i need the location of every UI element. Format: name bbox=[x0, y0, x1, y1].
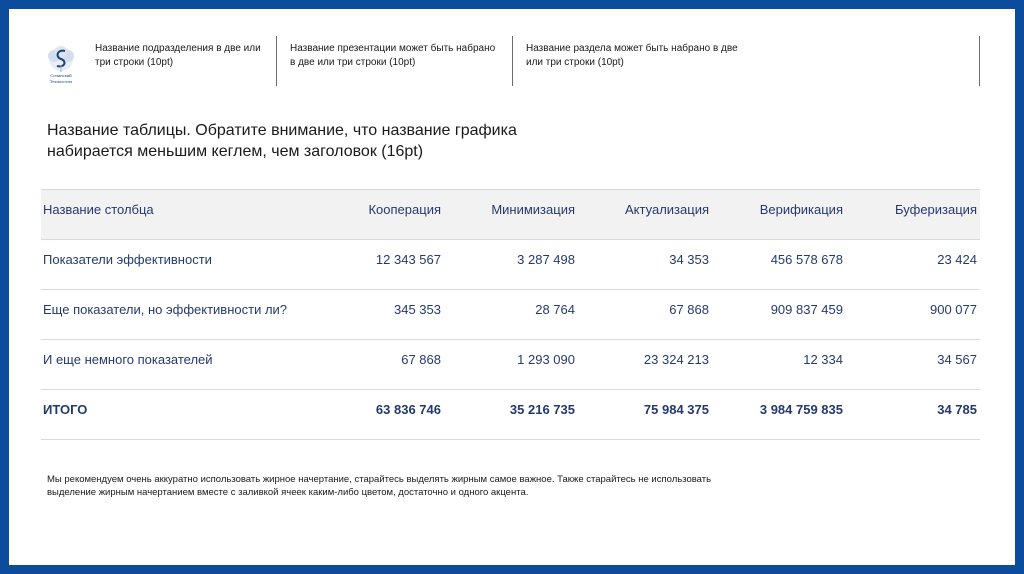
total-cell: 75 984 375 bbox=[643, 402, 709, 417]
total-label: ИТОГО bbox=[43, 402, 88, 417]
total-cell: 35 216 735 bbox=[509, 402, 575, 417]
presentation-name: Название презентации может быть набрано в две или три строки (10pt) bbox=[290, 43, 496, 68]
header-divider bbox=[276, 36, 277, 86]
column-header: Актуализация bbox=[625, 202, 709, 217]
table-total-row bbox=[41, 389, 980, 440]
logo-caption bbox=[37, 73, 85, 84]
table-cell: 345 353 bbox=[394, 302, 441, 317]
table-cell: 34 567 bbox=[937, 352, 977, 367]
header-divider bbox=[512, 36, 513, 86]
footnote: Мы рекомендуем очень аккуратно использовать жирное начертание, старайтесь выделять жирным самое важное. Также старайтесь не использовать выделение жирным начертанием вместе с заливкой ячеек каким-либо цветом, достаточно и одного акцента. bbox=[47, 474, 712, 498]
column-header: Верификация bbox=[759, 202, 843, 217]
logo-caption-line1: Сочинский bbox=[50, 73, 72, 78]
header-divider bbox=[979, 36, 980, 86]
table-cell: 67 868 bbox=[401, 352, 441, 367]
logo-caption-line2: Технологич bbox=[49, 78, 73, 84]
table-row bbox=[41, 239, 980, 289]
total-cell: 3 984 759 835 bbox=[759, 402, 843, 417]
table-row bbox=[41, 289, 980, 339]
table-cell: 1 293 090 bbox=[517, 352, 575, 367]
column-header: Буферизация bbox=[895, 202, 977, 217]
table-cell: 23 424 bbox=[937, 252, 977, 267]
table-cell: 28 764 bbox=[535, 302, 575, 317]
column-header: Название столбца bbox=[43, 202, 154, 217]
total-cell: 63 836 746 bbox=[375, 402, 441, 417]
data-table bbox=[41, 189, 980, 440]
column-header: Кооперация bbox=[368, 202, 441, 217]
column-header: Минимизация bbox=[491, 202, 575, 217]
row-label: Еще показатели, но эффективности ли? bbox=[43, 302, 288, 317]
table-title: Название таблицы. Обратите внимание, что название графика набирается меньшим кеглем, чем заголовок (16pt) bbox=[47, 122, 517, 160]
table-cell: 900 077 bbox=[930, 302, 977, 317]
section-name: Название раздела может быть набрано в две или три строки (10pt) bbox=[526, 43, 738, 68]
table-cell: 3 287 498 bbox=[517, 252, 575, 267]
table-cell: 456 578 678 bbox=[770, 252, 843, 267]
division-name: Название подразделения в две или три строки (10pt) bbox=[95, 43, 261, 68]
row-label: Показатели эффективности bbox=[43, 252, 212, 267]
table-cell: 67 868 bbox=[669, 302, 709, 317]
table-row bbox=[41, 339, 980, 389]
table-cell: 34 353 bbox=[669, 252, 709, 267]
table-cell: 23 324 213 bbox=[643, 352, 709, 367]
row-label: И еще немного показателей bbox=[43, 352, 213, 367]
table-cell: 909 837 459 bbox=[770, 302, 843, 317]
table-header-row bbox=[41, 189, 980, 239]
total-cell: 34 785 bbox=[937, 402, 977, 417]
table-cell: 12 334 bbox=[803, 352, 843, 367]
table-cell: 12 343 567 bbox=[375, 252, 441, 267]
